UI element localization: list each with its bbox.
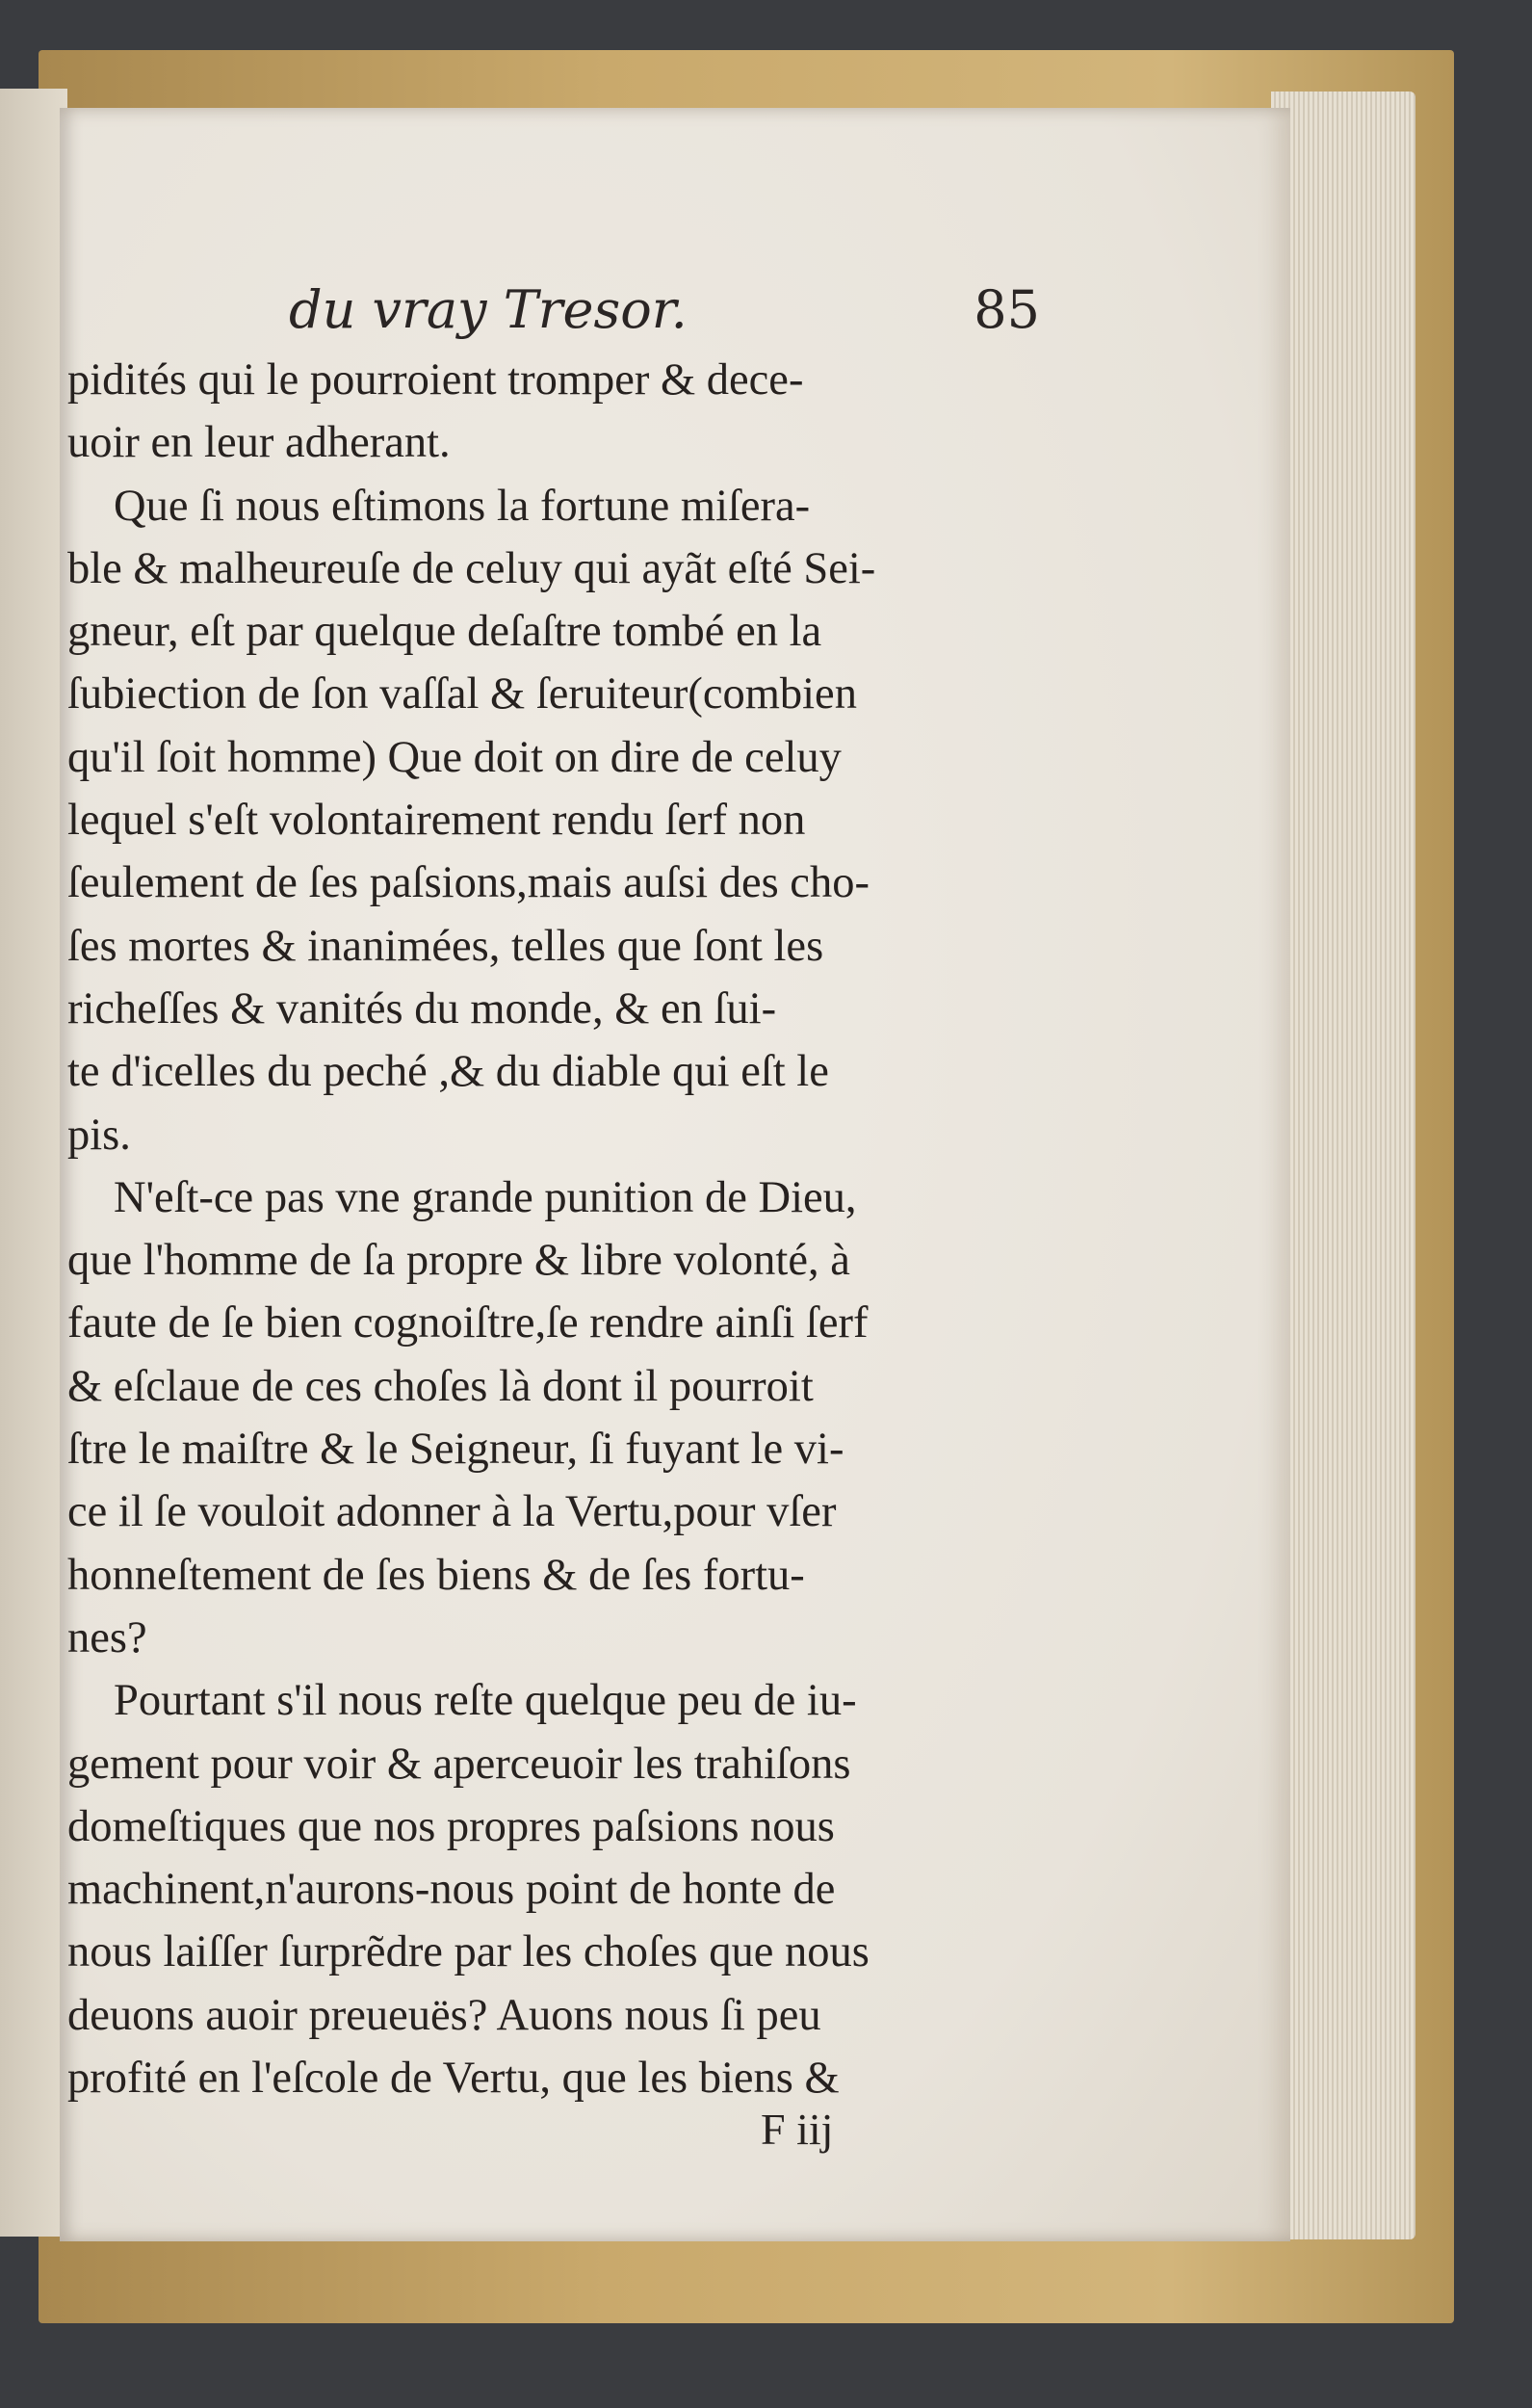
signature-mark: F iij	[761, 2105, 834, 2154]
text-line: faute de ſe bien cognoiſtre,ſe rendre ainſi ſerf	[67, 1298, 869, 1348]
text-line: te d'icelles du peché ,& du diable qui eſt le	[67, 1047, 829, 1097]
text-line: & eſclaue de ces choſes là dont il pourroit	[67, 1361, 814, 1411]
text-line: ble & malheureuſe de celuy qui ayãt eſté Sei-	[67, 543, 876, 593]
text-line: ſtre le maiſtre & le Seigneur, ſi fuyant le vi-	[67, 1425, 844, 1475]
text-line: deuons auoir preueuës? Auons nous ſi peu	[67, 1990, 821, 2040]
text-line: machinent,n'aurons-nous point de honte de	[67, 1865, 836, 1915]
facing-page-fragment	[0, 89, 67, 2237]
text-line: ſeulement de ſes paſsions,mais auſsi des cho-	[67, 858, 870, 908]
text-line: Que ſi nous eſtimons la fortune miſera-	[114, 481, 811, 531]
page-number: 85	[974, 279, 1040, 340]
text-line: nous laiſſer ſurprẽdre par les choſes que nous	[67, 1927, 870, 1977]
text-line: ſubiection de ſon vaſſal & ſeruiteur(combien	[67, 669, 857, 720]
text-line: qu'il ſoit homme) Que doit on dire de celuy	[67, 732, 842, 782]
text-line: domeſtiques que nos propres paſsions nous	[67, 1801, 835, 1851]
text-line: que l'homme de ſa propre & libre volonté, à	[67, 1236, 850, 1286]
text-line: lequel s'eſt volontairement rendu ſerf non	[67, 796, 806, 846]
text-line: nes?	[67, 1612, 147, 1662]
text-line: gneur, eſt par quelque deſaſtre tombé en la	[67, 607, 822, 657]
page-header	[289, 279, 1040, 347]
body-text	[67, 349, 1048, 2109]
text-line: N'eſt-ce pas vne grande punition de Dieu,	[114, 1172, 857, 1222]
text-line: honneſtement de ſes biens & de ſes fortu-	[67, 1550, 805, 1600]
text-line: richeſſes & vanités du monde, & en ſui-	[67, 983, 777, 1034]
text-line: pis.	[67, 1110, 131, 1160]
text-line: gement pour voir & aperceuoir les trahiſons	[67, 1739, 851, 1789]
running-title: du vray Tresor.	[289, 279, 688, 340]
text-line: Pourtant s'il nous reſte quelque peu de iu-	[114, 1676, 857, 1726]
text-line: ce il ſe vouloit adonner à la Vertu,pour vſer	[67, 1487, 837, 1537]
page-edges	[1271, 92, 1415, 2239]
text-line: uoir en leur adherant.	[67, 418, 451, 468]
text-line: ſes mortes & inanimées, telles que ſont les	[67, 921, 824, 971]
text-line: profité en l'eſcole de Vertu, que les biens &	[67, 2054, 840, 2104]
text-line: pidités qui le pourroient tromper & dece-	[67, 355, 804, 405]
